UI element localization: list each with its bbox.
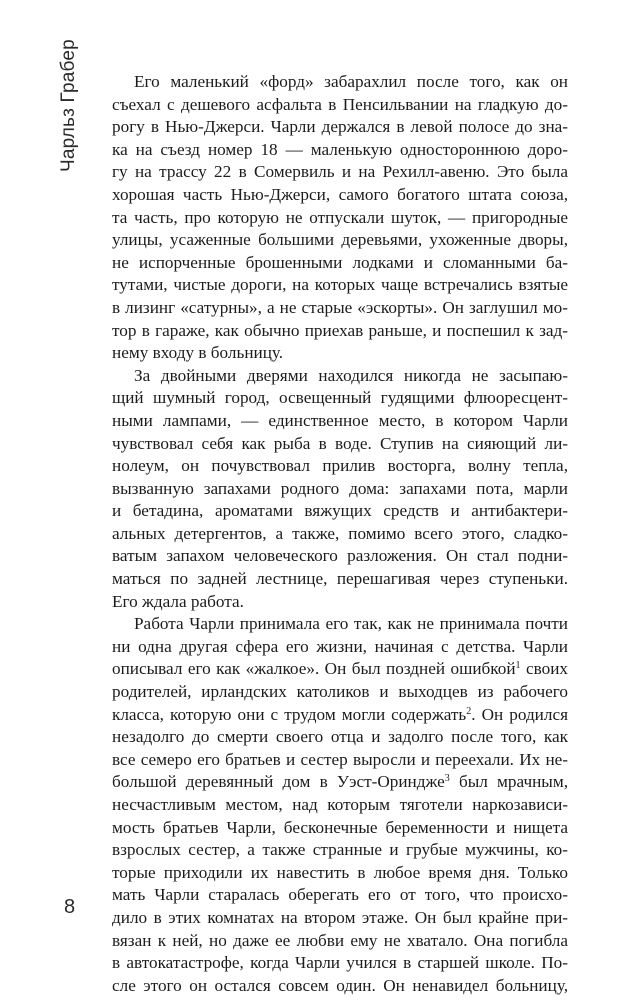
text-line: та часть, про которую не отпускали шуток, — пригородные [112,207,568,227]
text-line: в автокатастрофе, когда Чарли учился в старшей школе. По- [112,953,568,973]
footnote-marker[interactable]: 3 [444,773,450,785]
footnote-marker[interactable]: 2 [466,705,472,717]
text-line: мость братьев Чарли, бесконечные беременности и нищета [112,817,568,837]
text-line: Его ждала работа. [112,591,244,611]
text-line: вязан к ней, но даже ее любви ему не хватало. Она погибла [112,930,568,950]
text-line: чувствовал себя как рыба в воде. Ступив на сияющий ли- [112,433,568,453]
text-line: ватым запахом человеческого разложения. Он стал подни- [112,546,568,566]
body-text [112,71,568,997]
text-line: ными лампами, — единственное место, в котором Чарли [112,410,568,430]
text-line: мать Чарли старалась оберегать его от того, что происхо- [112,885,568,905]
text-line: Его маленький «форд» забарахлил после того, как он [134,72,568,91]
text-line: улицы, усаженные большими деревьями, ухоженные дворы, [112,230,568,250]
text-line: дило в этих комнатах на втором этаже. Он был крайне при- [112,907,568,927]
text-line: ка на съезд номер 18 — маленькую одностороннюю доро- [112,139,568,159]
paragraph-1 [112,71,568,365]
text-line: нолеум, он почувствовал прилив восторга, волну тепла, [112,456,568,476]
text-line: маться по задней лестнице, перешагивая через ступеньки. [112,569,568,589]
text-line: торые приходили их навестить в любое время дня. Только [112,862,568,882]
text-line: альных детергентов, а также, помимо всего этого, сладко- [112,523,568,543]
text-line: нему входу в больницу. [112,343,284,363]
text-line: тутами, чистые дороги, на которых чаще встречались взятые [112,275,568,295]
running-head: Чарльз Грабер [58,39,79,172]
text-line: ни одна другая сфера его жизни, начиная с детства. Чарли [112,636,568,656]
text-line: незадолго до смерти своего отца и задолго после того, как [112,727,568,747]
text-line: сле этого он остался совсем один. Он ненавидел больницу, [112,975,568,995]
text-line: хорошая часть Нью-Джерси, самого богатого штата союза, [112,184,568,204]
footnote-marker[interactable]: 1 [515,660,521,672]
text-line: несчастливым местом, над которым тяготели наркозависи- [112,795,568,814]
text-line: все семеро его братьев и сестер выросли и переехали. Их не- [112,749,568,769]
page-number: 8 [64,896,76,918]
text-line: родителей, ирландских католиков и выходцев из рабочего [112,682,568,702]
text-line: в лизинг «сатурны», а не старые «эскорты». Он заглушил мо- [112,297,568,317]
text-line: За двойными дверями находился никогда не засыпаю- [134,365,568,385]
text-line: и бетадина, ароматами вяжущих средств и антибактери- [112,501,568,521]
text-line: рогу в Нью-Джерси. Чарли держался в левой полосе до зна- [112,117,568,137]
text-line: взрослых сестер, а также странные и грубые мужчины, ко- [112,840,568,860]
text-line: Работа Чарли принимала его так, как не принимала почти [134,614,568,634]
paragraph-2 [112,365,568,614]
text-line: тор в гараже, как обычно приехав раньше, и поспешил к зад- [112,320,568,340]
text-line: гу на трассу 22 в Сомервиль и на Рехилл-авеню. Это была [112,162,568,182]
text-line: класса, которую они с трудом могли содержать$^2$. Он родился [112,704,568,724]
paragraph-3 [112,613,568,997]
text-line: большой деревянный дом в Уэст-Ориндже$^3$ был мрачным, [112,772,569,792]
text-line: не испорченные брошенными лодками и сломанными ба- [112,252,568,272]
text-line: вызванную запахами родного дома: запахами пота, марли [112,478,568,498]
text-line: щий шумный город, освещенный гудящими флюоресцент- [112,388,568,408]
text-line: описывал его как «жалкое». Он был поздней ошибкой$^1$ своих [112,659,568,679]
text-line: съехал с дешевого асфальта в Пенсильвании на гладкую до- [112,94,568,114]
